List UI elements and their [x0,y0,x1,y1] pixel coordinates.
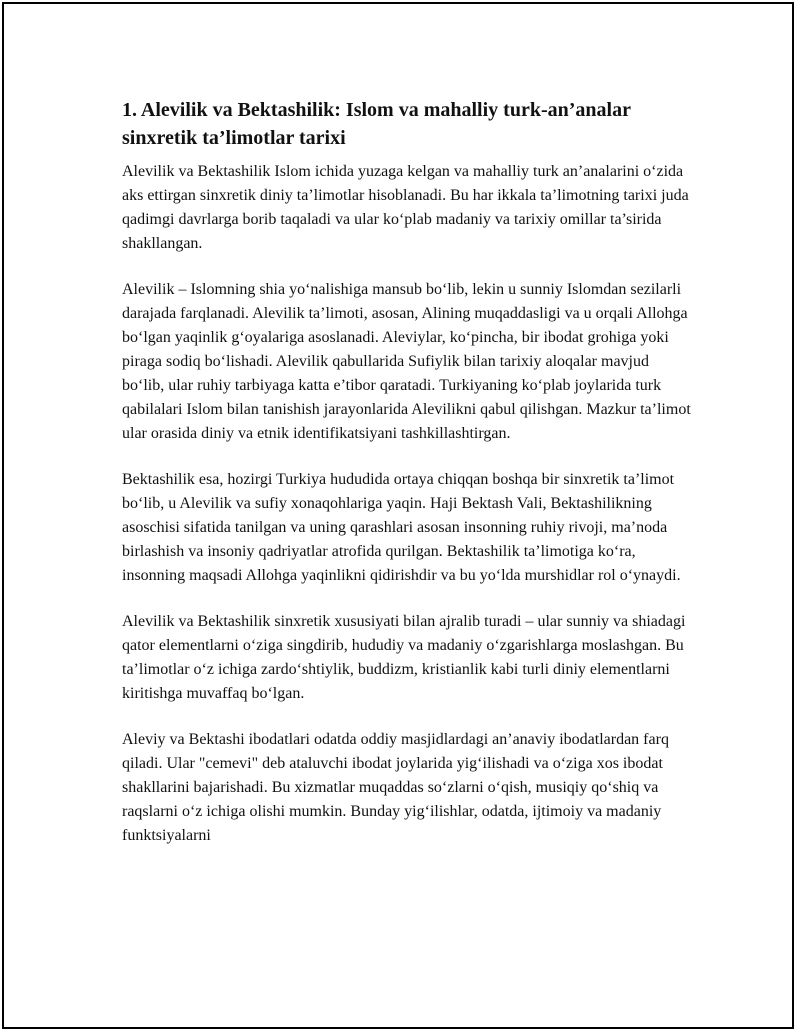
page-frame [2,2,794,1029]
paragraph-worship: Aleviy va Bektashi ibodatlari odatda oddiy masjidlardagi an’anaviy ibodatlardan farq qiladi. Ular "cemevi" deb ataluvchi ibodat joylarida yig‘ilishadi va o‘ziga xos ibodat shakllarini bajarishadi. Bu xizmatlar muqaddas so‘zlarni o‘qish, musiqiy qo‘shiq va raqslarni o‘z ichiga olishi mumkin. Bunday yig‘ilishlar, odatda, ijtimoiy va madaniy funktsiyalarni [122,731,669,844]
document-body [122,96,692,870]
paragraph-intro: Alevilik va Bektashilik Islom ichida yuzaga kelgan va mahalliy turk an’analarini o‘zida aks ettirgan sinxretik diniy ta’limotlar hisoblanadi. Bu har ikkala ta’limotning tarixi juda qadimgi davrlarga borib taqaladi va ular ko‘plab madaniy va tarixiy omillar ta’sirida shakllangan. [122,163,689,252]
paragraph-syncretism: Alevilik va Bektashilik sinxretik xususiyati bilan ajralib turadi – ular sunniy va shiadagi qator elementlarni o‘ziga singdirib, hududiy va madaniy o‘zgarishlarga moslashgan. Bu ta’limotlar o‘z ichiga zardo‘shtiylik, buddizm, kristianlik kabi turli diniy elementlarni kiritishga muvaffaq bo‘lgan. [122,613,686,702]
document-title: 1. Alevilik va Bektashilik: Islom va mahalliy turk-an’analar sinxretik ta’limotlar tarixi [122,99,631,149]
paragraph-alevilik: Alevilik – Islomning shia yo‘nalishiga mansub bo‘lib, lekin u sunniy Islomdan sezilarli darajada farqlanadi. Alevilik ta’limoti, asosan, Alining muqaddasligi va u orqali Allohga bo‘lgan yaqinlik g‘oyalariga asoslanadi. Aleviylar, ko‘pincha, bir ibodat grohiga yoki piraga sodiq bo‘lishadi. Alevilik qabullarida Sufiylik bilan tarixiy aloqalar mavjud bo‘lib, ular ruhiy tarbiyaga katta e’tibor qaratadi. Turkiyaning ko‘plab joylarida turk qabilalari Islom bilan tanishish jarayonlarida Alevilikni qabul qilishgan. Mazkur ta’limot ular orasida diniy va etnik identifikatsiyani tashkillashtirgan. [122,281,691,442]
paragraph-bektashilik: Bektashilik esa, hozirgi Turkiya hududida ortaya chiqqan boshqa bir sinxretik ta’limot bo‘lib, u Alevilik va sufiy xonaqohlariga yaqin. Haji Bektash Vali, Bektashilikning asoschisi sifatida tanilgan va uning qarashlari asosan insonning ruhiy rivoji, ma’noda birlashish va insoniy qadriyatlar atrofida qurilgan. Bektashilik ta’limotiga ko‘ra, insonning maqsadi Allohga yaqinlikni qidirishdir va bu yo‘lda murshidlar rol o‘ynaydi. [122,471,681,584]
